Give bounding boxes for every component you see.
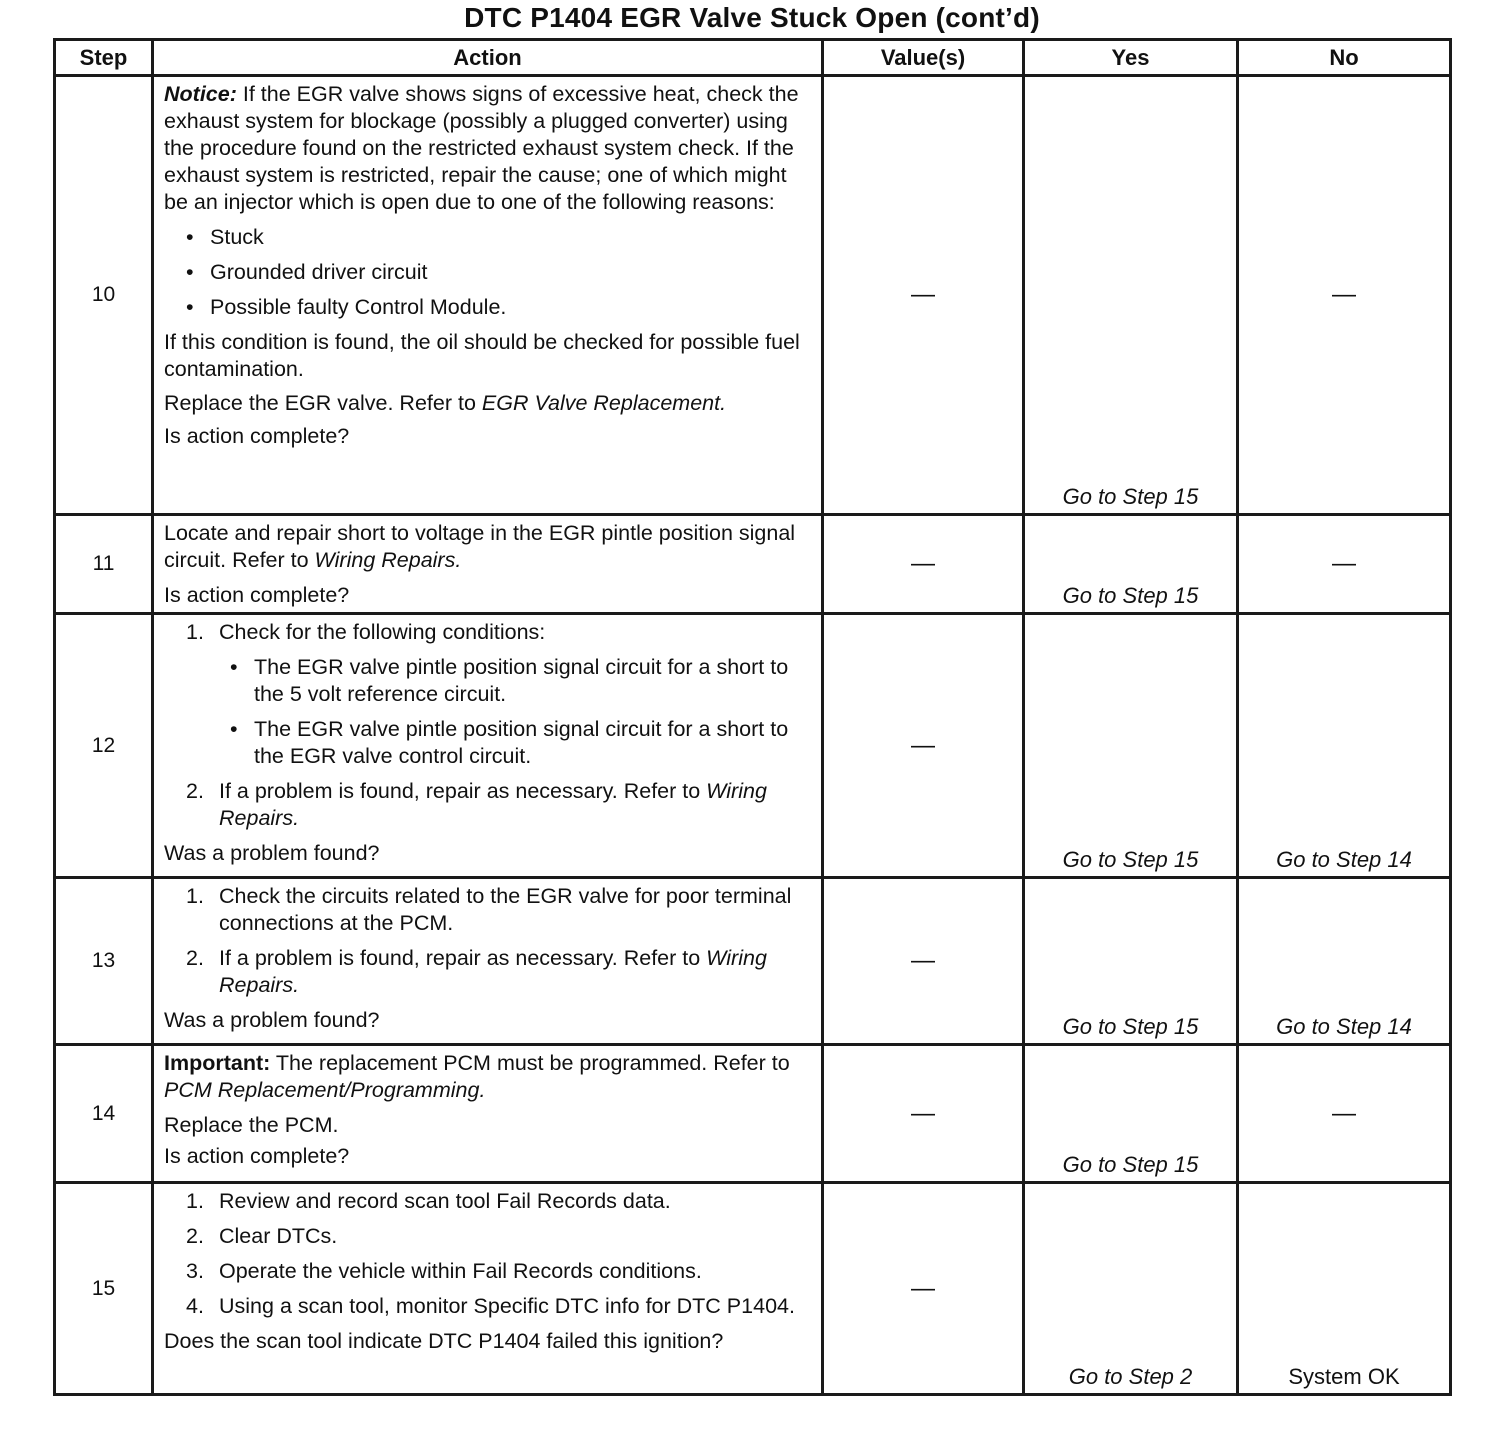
- replace-reference: EGR Valve Replacement.: [481, 391, 727, 415]
- step-number: 11: [55, 515, 153, 614]
- replace-paragraph: [164, 391, 815, 415]
- yes-cell: [1024, 1183, 1238, 1395]
- condition-paragraph: If this condition is found, the oil should be checked for possible fuel contamination.: [164, 330, 800, 381]
- important-label: Important:: [164, 1051, 271, 1075]
- action-question: Does the scan tool indicate DTC P1404 failed this ignition?: [164, 1329, 724, 1353]
- bullet-item: • Grounded driver circuit: [164, 259, 815, 286]
- yes-goto: Go to Step 15: [1062, 847, 1199, 872]
- action-question: Is action complete?: [164, 583, 350, 607]
- header-values: Value(s): [823, 40, 1024, 76]
- item-text: Operate the vehicle within Fail Records conditions.: [219, 1259, 702, 1283]
- dtc-table: [53, 38, 1452, 1396]
- sub-bullet-item: • The EGR valve pintle position signal circuit for a short to the 5 volt reference circuit.: [164, 654, 815, 708]
- table-row: [55, 1183, 1451, 1395]
- no-cell: —: [1238, 1045, 1451, 1183]
- table-row: [55, 515, 1451, 614]
- action-cell: [153, 878, 823, 1045]
- no-cell: —: [1238, 76, 1451, 515]
- action-question: Was a problem found?: [164, 841, 380, 865]
- notice-label: Notice:: [164, 82, 237, 106]
- yes-goto: Go to Step 15: [1062, 1014, 1199, 1039]
- action-cell: [153, 76, 823, 515]
- important-paragraph: [164, 1050, 815, 1104]
- header-no: No: [1238, 40, 1451, 76]
- yes-goto: Go to Step 15: [1062, 1152, 1199, 1177]
- numbered-item: 2. If a problem is found, repair as necessary. Refer to Wiring Repairs.: [186, 779, 767, 830]
- numbered-item: 4. Using a scan tool, monitor Specific DTC info for DTC P1404.: [186, 1294, 795, 1318]
- important-text: The replacement PCM must be programmed. Refer to: [270, 1051, 790, 1075]
- action-paragraph: [164, 520, 815, 574]
- item-text: If a problem is found, repair as necessary. Refer to: [219, 946, 707, 970]
- action-question: Is action complete?: [164, 424, 350, 448]
- item-reference: Wiring Repairs.: [219, 946, 767, 997]
- numbered-item: 1. Review and record scan tool Fail Records data.: [186, 1189, 671, 1213]
- step-number: 15: [55, 1183, 153, 1395]
- value-cell: —: [823, 1183, 1024, 1395]
- value-cell: —: [823, 878, 1024, 1045]
- header-yes: Yes: [1024, 40, 1238, 76]
- yes-goto: Go to Step 15: [1062, 484, 1199, 509]
- item-text: Check the circuits related to the EGR valve for poor terminal connections at the PCM.: [219, 884, 792, 935]
- item-text: Review and record scan tool Fail Records data.: [219, 1189, 671, 1213]
- no-goto: Go to Step 14: [1276, 847, 1412, 872]
- header-step: Step: [55, 40, 153, 76]
- numbered-item: 2. If a problem is found, repair as necessary. Refer to Wiring Repairs.: [186, 946, 767, 997]
- numbered-item: 3. Operate the vehicle within Fail Records conditions.: [186, 1259, 702, 1283]
- yes-cell: [1024, 515, 1238, 614]
- yes-goto: Go to Step 15: [1062, 583, 1199, 608]
- sub-bullet-item: • The EGR valve pintle position signal circuit for a short to the EGR valve control circuit.: [164, 716, 815, 770]
- yes-goto: Go to Step 2: [1068, 1364, 1193, 1389]
- item-text: Clear DTCs.: [219, 1224, 338, 1248]
- item-reference: Wiring Repairs.: [219, 779, 767, 830]
- replace-line: Replace the PCM.: [164, 1113, 339, 1137]
- action-cell: [153, 614, 823, 878]
- action-reference: Wiring Repairs.: [314, 548, 462, 572]
- yes-cell: [1024, 614, 1238, 878]
- action-cell: [153, 1045, 823, 1183]
- table-row: [55, 76, 1451, 515]
- step-number: 10: [55, 76, 153, 515]
- item-text: Check for the following conditions:: [219, 620, 546, 644]
- step-number: 14: [55, 1045, 153, 1183]
- item-text: If a problem is found, repair as necessary. Refer to: [219, 779, 707, 803]
- step-number: 12: [55, 614, 153, 878]
- numbered-item: 2. Clear DTCs.: [186, 1224, 338, 1248]
- value-cell: —: [823, 76, 1024, 515]
- bullet-item: • Possible faulty Control Module.: [164, 294, 815, 321]
- no-cell: [1238, 878, 1451, 1045]
- replace-text: Replace the EGR valve. Refer to: [164, 391, 482, 415]
- yes-cell: [1024, 76, 1238, 515]
- no-cell: —: [1238, 515, 1451, 614]
- numbered-item: 1. Check the circuits related to the EGR valve for poor terminal connections at the PCM.: [186, 884, 792, 935]
- table-row: [55, 614, 1451, 878]
- notice-paragraph: [164, 81, 815, 216]
- numbered-item: 1. Check for the following conditions:: [186, 620, 546, 644]
- table-row: [55, 878, 1451, 1045]
- step-number: 13: [55, 878, 153, 1045]
- action-cell: [153, 1183, 823, 1395]
- no-goto: Go to Step 14: [1276, 1014, 1412, 1039]
- no-result: System OK: [1288, 1364, 1400, 1389]
- action-question: Is action complete?: [164, 1144, 350, 1168]
- page-title: DTC P1404 EGR Valve Stuck Open (cont’d): [464, 2, 1040, 33]
- no-cell: [1238, 1183, 1451, 1395]
- action-text: Locate and repair short to voltage in the EGR pintle position signal circuit. Refer to: [164, 521, 796, 572]
- bullet-item: • Stuck: [164, 224, 815, 251]
- no-cell: [1238, 614, 1451, 878]
- action-question: Was a problem found?: [164, 1008, 380, 1032]
- action-cell: [153, 515, 823, 614]
- yes-cell: [1024, 1045, 1238, 1183]
- item-text: Using a scan tool, monitor Specific DTC info for DTC P1404.: [219, 1294, 795, 1318]
- header-action: Action: [153, 40, 823, 76]
- important-reference: PCM Replacement/Programming.: [164, 1078, 486, 1102]
- value-cell: —: [823, 614, 1024, 878]
- header-row: [55, 40, 1451, 76]
- value-cell: —: [823, 515, 1024, 614]
- value-cell: —: [823, 1045, 1024, 1183]
- yes-cell: [1024, 878, 1238, 1045]
- notice-text: If the EGR valve shows signs of excessive heat, check the exhaust system for blockage (possibly a plugged converter) using the procedure found on the restricted exhaust system check. If the exhaust system is restricted, repair the cause; one of which might be an injector which is open due to one of the following reasons:: [164, 82, 799, 214]
- table-row: [55, 1045, 1451, 1183]
